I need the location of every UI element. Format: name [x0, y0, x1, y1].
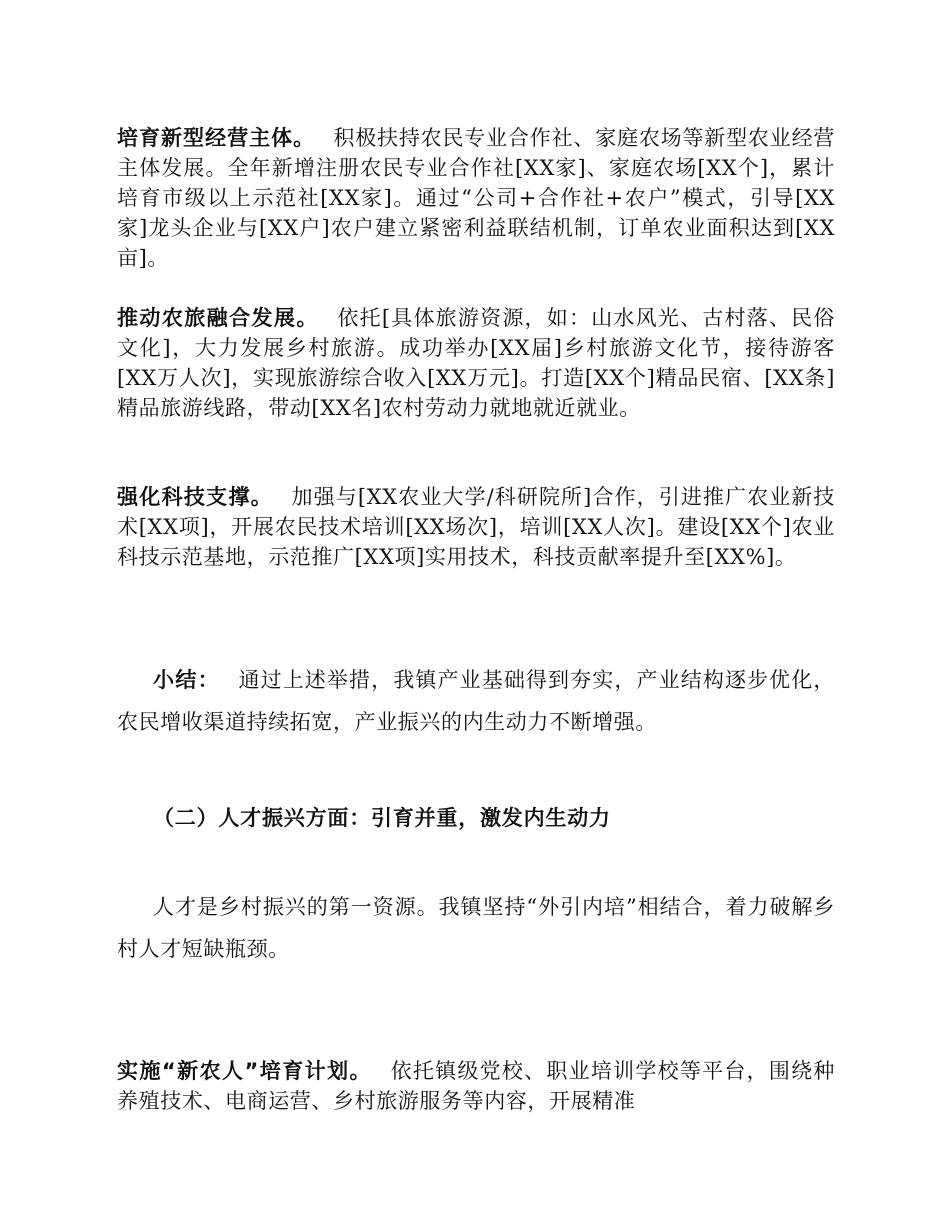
- paragraph-lead: 培育新型经营主体。: [117, 126, 316, 150]
- summary-body: 通过上述举措，我镇产业基础得到夯实，产业结构逐步优化，农民增收渠道持续拓宽，产业振兴的内生动力不断增强。: [117, 668, 836, 734]
- section-heading: （二）人才振兴方面：引育并重，激发内生动力: [153, 806, 611, 830]
- paragraph-summary: [117, 659, 835, 743]
- paragraph-lead: 推动农旅融合发展。: [117, 306, 319, 330]
- paragraph-intro: 人才是乡村振兴的第一资源。我镇坚持“外引内培”相结合，着力破解乡村人才短缺瓶颈。: [117, 895, 835, 961]
- summary-lead: 小结：: [153, 668, 220, 692]
- paragraph-body: 加强与[XX农业大学/科研院所]合作，引进推广农业新技术[XX项]，开展农民技术培训[XX场次]，培训[XX人次]。建设[XX个]农业科技示范基地，示范推广[XX项]实用技术，科技贡献率提升至[XX%]。: [117, 485, 835, 569]
- paragraph-lead: 实施“新农人”培育计划。: [117, 1059, 373, 1083]
- paragraph-body: 积极扶持农民专业合作社、家庭农场等新型农业经营主体发展。全年新增注册农民专业合作社[XX家]、家庭农场[XX个]，累计培育市级以上示范社[XX家]。通过“公司+合作社+农户”模式，引导[XX家]龙头企业与[XX户]农户建立紧密利益联结机制，订单农业面积达到[XX亩]。: [117, 126, 835, 270]
- paragraph-body: 依托[具体旅游资源，如：山水风光、古村落、民俗文化]，大力发展乡村旅游。成功举办[XX届]乡村旅游文化节，接待游客[XX万人次]，实现旅游综合收入[XX万元]。打造[XX个]精品民宿、[XX条]精品旅游线路，带动[XX名]农村劳动力就地就近就业。: [117, 306, 836, 420]
- paragraph-new-business-entities: [117, 123, 835, 273]
- paragraph-lead: 强化科技支撑。: [117, 485, 274, 509]
- paragraph-new-farmer-training: [117, 1056, 835, 1116]
- paragraph-tech-support: [117, 482, 835, 572]
- paragraph-body: 依托镇级党校、职业培训学校等平台，围绕种养殖技术、电商运营、乡村旅游服务等内容，开展精准: [117, 1059, 836, 1113]
- paragraph-agritourism: [117, 303, 835, 423]
